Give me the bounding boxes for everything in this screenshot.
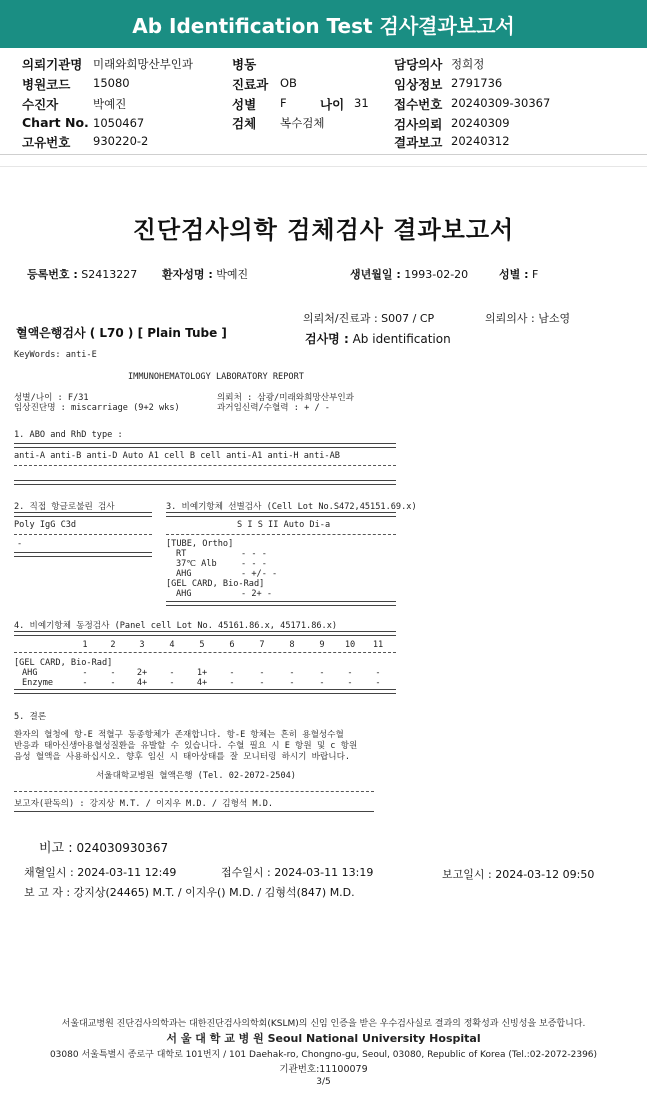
section3-columns: S I S II Auto Di-a <box>237 520 331 530</box>
sex-age-line: 성별/나이 : F/31 <box>14 393 89 403</box>
section4-rule-top <box>14 631 396 636</box>
keywords: KeyWords: anti-E <box>14 350 97 360</box>
referral-doctor <box>485 310 570 326</box>
code-label: 병원코드 <box>22 77 71 92</box>
section3-gel-values: - 2+ - <box>241 589 273 599</box>
section3-rt-values: - - - <box>241 549 267 559</box>
section3-rule-top <box>166 512 396 517</box>
report-title: 진단검사의학 검체검사 결과보고서 <box>132 216 515 244</box>
panel-ahg-value-4: - <box>169 668 175 678</box>
reg-value: S2413227 <box>81 268 138 281</box>
reporter-line: 보고자(판독의) : 강지상 M.T. / 이지우 M.D. / 김형석 M.D. <box>14 799 274 809</box>
bottom-reporter-value: 강지상(24465) M.T. / 이지우() M.D. / 김형석(847) M.D. <box>73 886 355 899</box>
section2-rule-bottom <box>14 552 152 557</box>
report-datetime <box>442 866 594 882</box>
uid-label: 고유번호 <box>22 135 71 150</box>
section4-title: 4. 비예기항체 동정검사 (Panel cell Lot No. 45161.86.x, 45171.86.x) <box>14 621 338 631</box>
report-label: 결과보고 <box>394 135 443 150</box>
bottom-reporter-label: 보 고 자 : <box>24 886 71 899</box>
patient-name <box>162 266 248 282</box>
section2-rule-top <box>14 512 152 517</box>
reg-number <box>27 266 137 282</box>
panel-enzyme-value-6: - <box>229 678 235 688</box>
section5-title: 5. 결론 <box>14 712 47 722</box>
panel-enzyme-value-4: - <box>169 678 175 688</box>
section1-rule-bottom <box>14 480 396 485</box>
conclusion-line-1: 환자의 혈청에 항-E 적혈구 동종항체가 존재합니다. 항-E 항체는 흔히 용혈성수혈 <box>14 730 344 740</box>
reporter-rule-top <box>14 791 374 792</box>
panel-ahg-value-10: - <box>347 668 353 678</box>
section2-rule-mid <box>14 534 152 535</box>
panel-enzyme-value-11: - <box>375 678 381 688</box>
dept-label: 진료과 <box>232 77 269 92</box>
request-value: 20240309 <box>451 116 510 130</box>
request-label: 검사의뢰 <box>394 117 443 132</box>
specimen-label: 검체 <box>232 116 257 131</box>
birth-date <box>350 266 468 282</box>
specimen-value: 복수검체 <box>280 116 325 130</box>
clinical-value: 2791736 <box>451 76 503 90</box>
page-number: 3/5 <box>316 1077 331 1087</box>
panel-cell-column-8: 8 <box>289 640 295 650</box>
collect-label: 채혈일시 : <box>24 866 74 879</box>
accept-datetime <box>221 864 373 880</box>
ward-label: 병동 <box>232 57 257 72</box>
section4-enzyme-label: Enzyme <box>22 678 54 688</box>
rsex-value: F <box>531 268 539 281</box>
uid-value: 930220-2 <box>93 134 149 148</box>
panel-ahg-value-3: 2+ <box>136 668 148 678</box>
panel-cell-column-5: 5 <box>199 640 205 650</box>
section1-rule-mid <box>14 465 396 466</box>
panel-enzyme-value-1: - <box>82 678 88 688</box>
panel-cell-column-9: 9 <box>319 640 325 650</box>
section2-title: 2. 직접 항글로불린 검사 <box>14 502 115 512</box>
conclusion-line-3: 음성 혈액을 사용하십시오. 향후 임신 시 태아상태를 잘 모니터링 하시기 바랍니다. <box>14 752 351 762</box>
refdept-value: S007 / CP <box>381 312 435 325</box>
panel-enzyme-value-7: - <box>259 678 265 688</box>
panel-ahg-value-9: - <box>319 668 325 678</box>
panel-cell-column-10: 10 <box>344 640 356 650</box>
rsex-label: 성별 : <box>499 268 529 281</box>
report-value: 20240312 <box>451 134 510 148</box>
reportdt-value: 2024-03-12 09:50 <box>495 868 595 881</box>
code-value: 15080 <box>93 76 130 90</box>
pname-value: 박예진 <box>216 268 249 281</box>
collect-value: 2024-03-11 12:49 <box>77 866 177 879</box>
receipt-value: 20240309-30367 <box>451 96 551 110</box>
history-line: 과거임신력/수혈력 : + / - <box>217 403 330 413</box>
panel-enzyme-value-3: 4+ <box>136 678 148 688</box>
accept-value: 2024-03-11 13:19 <box>274 866 374 879</box>
certification-text: 서울대교병원 진단검사의학과는 대한진단검사의학회(KSLM)의 신임 인증을 받은 우수검사실로 결과의 정확성과 신빙성을 보증합니다. <box>61 1019 586 1029</box>
section3-ahg-values: - +/- - <box>241 569 278 579</box>
banner-title: Ab Identification Test 검사결과보고서 <box>132 14 515 38</box>
institution-number: 기관번호:11100079 <box>279 1064 368 1075</box>
hospital-address: 03080 서울특별시 종로구 대학로 101번지 / 101 Daehak-ro, Chongno-gu, Seoul, 03080, Republic of Korea (Tel.:02-2072-2396) <box>49 1050 598 1060</box>
test-group: 혈액은행검사 ( L70 ) [ Plain Tube ] <box>16 326 227 340</box>
conclusion-line-2: 반응과 태아신생아용혈성질환을 유발할 수 있습니다. 수혈 필요 시 E 항원 및 c 항원 <box>14 741 358 751</box>
panel-ahg-value-6: - <box>229 668 235 678</box>
hospital-label: 의뢰기관명 <box>22 57 83 72</box>
panel-enzyme-value-8: - <box>289 678 295 688</box>
reporter-rule-bottom <box>14 811 374 812</box>
remark-label: 비고 : <box>39 841 73 856</box>
panel-cell-column-1: 1 <box>82 640 88 650</box>
panel-enzyme-value-5: 4+ <box>196 678 208 688</box>
refdoc-label: 의뢰의사 : <box>485 312 535 325</box>
panel-enzyme-value-9: - <box>319 678 325 688</box>
section1-title: 1. ABO and RhD type : <box>14 430 123 440</box>
section4-ahg-label: AHG <box>22 668 38 678</box>
panel-cell-column-7: 7 <box>259 640 265 650</box>
section3-gel: [GEL CARD, Bio-Rad] <box>166 579 265 589</box>
accept-label: 접수일시 : <box>221 866 271 879</box>
remark-value: 024030930367 <box>76 841 169 855</box>
age-value: 31 <box>354 96 369 110</box>
panel-ahg-value-11: - <box>375 668 381 678</box>
chart-label: Chart No. <box>22 115 89 130</box>
section3-gel-ahg-label: AHG <box>176 589 192 599</box>
panel-enzyme-value-10: - <box>347 678 353 688</box>
doctor-value: 정희정 <box>451 57 485 71</box>
section4-gel: [GEL CARD, Bio-Rad] <box>14 658 113 668</box>
panel-cell-column-3: 3 <box>139 640 145 650</box>
patient-label: 수진자 <box>22 97 59 112</box>
panel-enzyme-value-2: - <box>110 678 116 688</box>
panel-ahg-value-8: - <box>289 668 295 678</box>
patient-sex <box>499 266 538 282</box>
test-name <box>305 330 451 347</box>
test-name-label: 검사명 : <box>305 332 349 346</box>
hospital-name: 서 울 대 학 교 병 원 Seoul National University Hospital <box>166 1032 481 1045</box>
section4-rule-mid <box>14 652 396 653</box>
referral-dept <box>303 310 434 326</box>
age-label: 나이 <box>320 97 345 112</box>
section3-tube: [TUBE, Ortho] <box>166 539 234 549</box>
clinical-label: 임상정보 <box>394 77 443 92</box>
pname-label: 환자성명 : <box>162 268 213 281</box>
sex-value: F <box>280 96 287 110</box>
section3-37-values: - - - <box>241 559 267 569</box>
dob-label: 생년월일 : <box>350 268 401 281</box>
doctor-label: 담당의사 <box>394 57 443 72</box>
reg-label: 등록번호 : <box>27 268 78 281</box>
panel-ahg-value-7: - <box>259 668 265 678</box>
panel-ahg-value-1: - <box>82 668 88 678</box>
hospital-value: 미래와희망산부인과 <box>93 57 193 71</box>
patient-value: 박예진 <box>93 97 127 111</box>
refdept-label: 의뢰처/진료과 : <box>303 312 378 325</box>
referrer-line: 의뢰처 : 삼광/미래와희망산부인과 <box>217 393 354 403</box>
section1-rule-top <box>14 443 396 448</box>
panel-ahg-value-5: 1+ <box>196 668 208 678</box>
section3-title: 3. 비예기항체 선별검사 (Cell Lot No.S472,45151.69.x) <box>166 502 417 512</box>
panel-cell-column-2: 2 <box>110 640 116 650</box>
section1-columns: anti-A anti-B anti-D Auto A1 cell B cell anti-A1 anti-H anti-AB <box>14 451 340 461</box>
section3-rt-label: RT <box>176 549 187 559</box>
section4-rule-bottom <box>14 689 396 694</box>
dob-value: 1993-02-20 <box>404 268 469 281</box>
section3-ahg-label: AHG <box>176 569 192 579</box>
section3-rule-mid <box>166 534 396 535</box>
bloodbank-line: 서울대학교병원 혈액은행 (Tel. 02-2072-2504) <box>96 771 296 781</box>
receipt-label: 접수번호 <box>394 97 443 112</box>
test-name-value: Ab identification <box>352 332 451 346</box>
bottom-reporter <box>24 884 355 900</box>
panel-cell-column-11: 11 <box>372 640 384 650</box>
sex-label: 성별 <box>232 97 257 112</box>
panel-cell-column-4: 4 <box>169 640 175 650</box>
reportdt-label: 보고일시 : <box>442 868 492 881</box>
collect-datetime <box>24 864 176 880</box>
refdoc-value: 남소영 <box>538 312 571 325</box>
header-divider <box>0 154 647 155</box>
diagnosis-line: 임상진단명 : miscarriage (9+2 wks) <box>14 403 180 413</box>
remark <box>39 837 168 856</box>
panel-ahg-value-2: - <box>110 668 116 678</box>
section3-37-label: 37℃ Alb <box>176 559 217 569</box>
section2-columns: Poly IgG C3d <box>14 520 77 530</box>
sheet-edge <box>0 166 647 167</box>
panel-cell-column-6: 6 <box>229 640 235 650</box>
section2-value: - <box>17 539 23 549</box>
lab-report-title: IMMUNOHEMATOLOGY LABORATORY REPORT <box>128 372 304 382</box>
chart-value: 1050467 <box>93 116 145 130</box>
dept-value: OB <box>280 76 297 90</box>
section3-rule-bottom <box>166 601 396 606</box>
